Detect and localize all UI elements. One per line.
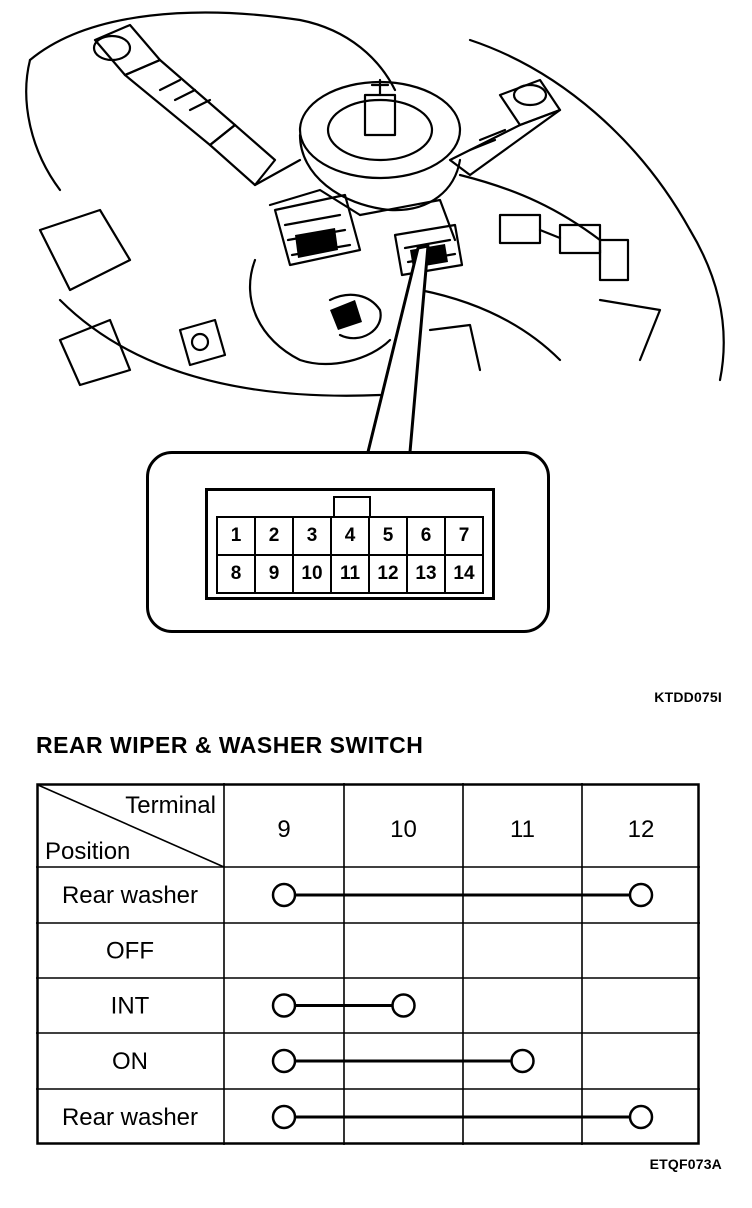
connector-pin-grid: [216, 516, 484, 594]
connector-pin: 1: [218, 518, 256, 556]
header-position-label: Position: [45, 838, 131, 865]
connector-key-tab: [333, 496, 371, 518]
figure-code: ETQF073A: [649, 1156, 722, 1172]
connector-pin: 8: [218, 556, 256, 594]
position-label: ON: [112, 1048, 148, 1075]
steering-column: [40, 210, 660, 385]
continuity-node: [630, 884, 652, 906]
continuity-node: [273, 995, 295, 1017]
continuity-node: [393, 995, 415, 1017]
position-label: INT: [110, 992, 150, 1020]
connector-pin: 4: [332, 518, 370, 556]
connector-pin: 5: [370, 518, 408, 556]
position-label: OFF: [106, 937, 154, 965]
continuity-node: [273, 1050, 295, 1072]
continuity-node: [273, 1106, 295, 1128]
connector-pin: 7: [446, 518, 484, 556]
combination-switch-body: [255, 80, 460, 240]
position-label: Rear washer: [61, 1104, 199, 1131]
connector-pin: 3: [294, 518, 332, 556]
continuity-node: [273, 884, 295, 906]
connector-pin: 12: [370, 556, 408, 594]
connector-pin: 14: [446, 556, 484, 594]
steering-wheel-rim: [30, 13, 395, 90]
connector-pin: 2: [256, 518, 294, 556]
connector-pin: 9: [256, 556, 294, 594]
connector-pin: 6: [408, 518, 446, 556]
position-label: Rear washer: [61, 882, 199, 909]
switch-continuity-table: [36, 783, 700, 1145]
connector-pin: 10: [294, 556, 332, 594]
terminal-header: 10: [390, 816, 417, 843]
terminal-header: 12: [627, 816, 655, 843]
header-terminal-label: Terminal: [125, 792, 216, 819]
table-title: REAR WIPER & WASHER SWITCH: [36, 732, 424, 758]
illustration-code: KTDD075I: [654, 689, 722, 705]
terminal-header: 9: [277, 816, 291, 843]
right-stalk: [450, 80, 560, 175]
connector-pin: 13: [408, 556, 446, 594]
connector-pin: 11: [332, 556, 370, 594]
left-stalk: [94, 25, 275, 185]
wiring-harness: [275, 175, 628, 338]
terminal-header: 11: [510, 816, 535, 843]
continuity-node: [630, 1106, 652, 1128]
continuity-node: [512, 1050, 534, 1072]
